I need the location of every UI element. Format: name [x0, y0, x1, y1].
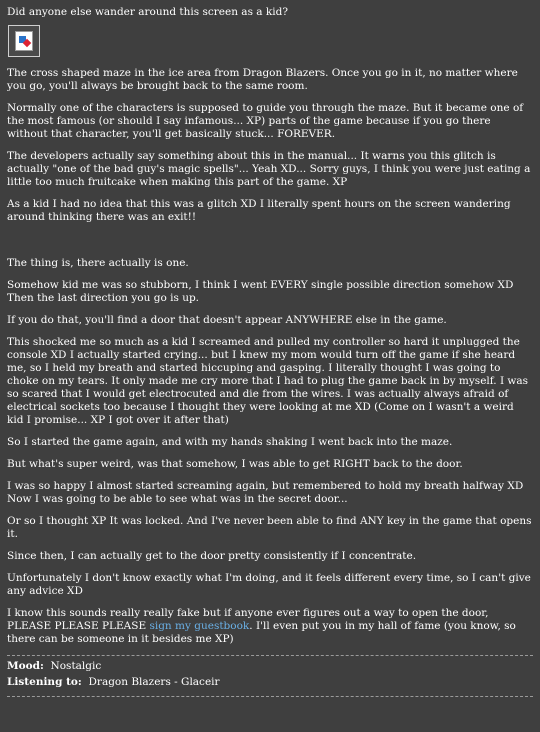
post-paragraph: If you do that, you'll find a door that doesn't appear ANYWHERE else in the game.: [7, 314, 447, 326]
post-paragraph: But what's super weird, was that somehow, I was able to get RIGHT back to the door.: [7, 458, 463, 470]
guestbook-link[interactable]: sign my guestbook: [149, 620, 250, 632]
divider: [7, 696, 533, 697]
post-paragraph: The developers actually say something about this in the manual... It warns you this glitch is actually "one of the bad guy's magic spells"... Yeah XD... Sorry guys, I think you were just eating a little too much fruitcake when making this part of the game. XP: [7, 150, 531, 188]
mood-value: Nostalgic: [50, 660, 102, 672]
post-title: Did anyone else wander around this screen as a kid?: [7, 6, 288, 18]
post-paragraph-last: [7, 607, 533, 646]
post-paragraph: Since then, I can actually get to the door pretty consistently if I concentrate.: [7, 550, 417, 562]
spacer: [7, 233, 533, 257]
listening-row: [7, 676, 533, 689]
post-paragraph: So I started the game again, and with my hands shaking I went back into the maze.: [7, 436, 453, 448]
mood-label: Mood:: [7, 660, 44, 672]
divider: [7, 655, 533, 656]
last-text-after: . I'll even put you in my hall of fame (you know, so there can be someone in it besides me XP): [7, 620, 516, 645]
post-paragraph: The thing is, there actually is one.: [7, 257, 189, 269]
post-paragraph: Normally one of the characters is supposed to guide you through the maze. But it became one of the most famous (or should I say infamous... XP) parts of the game because if you go there without that character, you'll get basically stuck... FOREVER.: [7, 102, 524, 140]
broken-image-icon: [8, 25, 40, 57]
listening-value: Dragon Blazers - Glaceir: [88, 676, 220, 688]
post-paragraph: This shocked me so much as a kid I screamed and pulled my controller so hard it unplugged the console XD I actually started crying... but I knew my mom would turn off the game if she heard me, so I held my breath and started hiccuping and gasping. I literally thought I was going to choke on my tears. It only made me cry more that I had to plug the game back in by myself. I was so scared that I would get electrocuted and die from the wires. I was actually always afraid of electrical sockets too because I thought they were looking at me XD (Come on I wasn't a weird kid I promise... XP I got over it after that): [7, 336, 529, 426]
mood-row: [7, 660, 533, 673]
post-paragraph: The cross shaped maze in the ice area from Dragon Blazers. Once you go in it, no matter where you go, you'll always be brought back to the same room.: [7, 67, 518, 92]
listening-label: Listening to:: [7, 676, 82, 688]
post-paragraph: Unfortunately I don't know exactly what I'm doing, and it feels different every time, so I can't give any advice XD: [7, 572, 531, 597]
post-paragraph: Or so I thought XP It was locked. And I've never been able to find ANY key in the game that opens it.: [7, 515, 532, 540]
post-paragraph: As a kid I had no idea that this was a glitch XD I literally spent hours on the screen wandering around thinking there was an exit!!: [7, 198, 511, 223]
post-paragraph: I was so happy I almost started screaming again, but remembered to hold my breath halfway XD Now I was going to be able to see what was in the secret door...: [7, 480, 524, 505]
post-paragraph: Somehow kid me was so stubborn, I think I went EVERY single possible direction somehow XD Then the last direction you go is up.: [7, 279, 514, 304]
last-text-before: I know this sounds really really fake but if anyone ever figures out a way to open the door, PLEASE PLEASE PLEASE: [7, 607, 489, 632]
image-placeholder-icon: [15, 31, 33, 51]
